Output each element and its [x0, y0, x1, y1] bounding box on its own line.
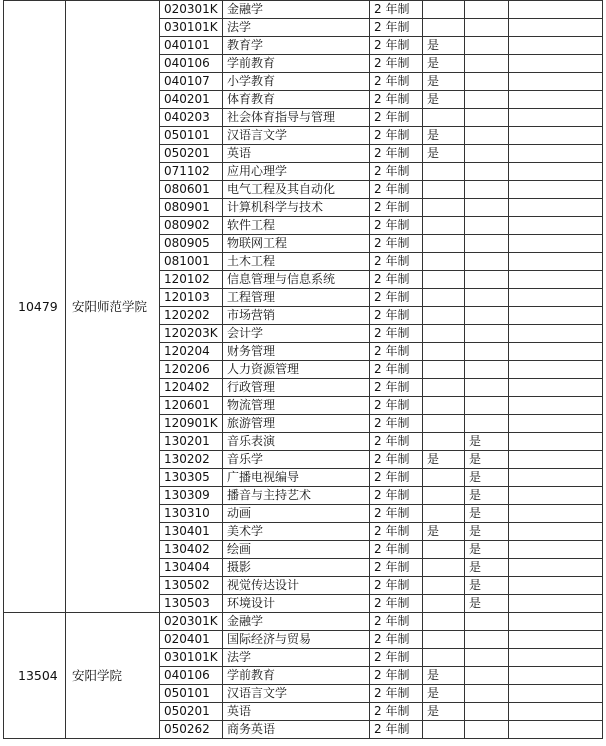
flag-cell-2 [465, 703, 509, 721]
flag-cell-2: 是 [465, 451, 509, 469]
program-length: 2 年制 [370, 721, 423, 739]
empty-cell [509, 685, 603, 703]
flag-cell-1 [423, 217, 465, 235]
empty-cell [509, 595, 603, 613]
program-length: 2 年制 [370, 613, 423, 631]
empty-cell [509, 145, 603, 163]
major-code: 130402 [160, 541, 223, 559]
empty-cell [509, 487, 603, 505]
flag-cell-2 [465, 613, 509, 631]
major-name: 物流管理 [223, 397, 370, 415]
major-name: 人力资源管理 [223, 361, 370, 379]
flag-cell-1 [423, 1, 465, 19]
flag-cell-1 [423, 649, 465, 667]
program-length: 2 年制 [370, 379, 423, 397]
major-name: 电气工程及其自动化 [223, 181, 370, 199]
empty-cell [509, 19, 603, 37]
major-name: 学前教育 [223, 55, 370, 73]
program-length: 2 年制 [370, 505, 423, 523]
flag-cell-2 [465, 37, 509, 55]
empty-cell [509, 451, 603, 469]
program-length: 2 年制 [370, 649, 423, 667]
major-code: 120402 [160, 379, 223, 397]
major-code: 040201 [160, 91, 223, 109]
program-length: 2 年制 [370, 109, 423, 127]
program-length: 2 年制 [370, 73, 423, 91]
major-code: 120901K [160, 415, 223, 433]
flag-cell-2 [465, 343, 509, 361]
flag-cell-2 [465, 271, 509, 289]
flag-cell-1 [423, 19, 465, 37]
flag-cell-1 [423, 109, 465, 127]
program-length: 2 年制 [370, 55, 423, 73]
flag-cell-2 [465, 685, 509, 703]
major-name: 法学 [223, 649, 370, 667]
major-code: 040106 [160, 55, 223, 73]
major-name: 行政管理 [223, 379, 370, 397]
flag-cell-1 [423, 397, 465, 415]
flag-cell-2 [465, 307, 509, 325]
program-length: 2 年制 [370, 451, 423, 469]
major-name: 金融学 [223, 1, 370, 19]
major-code: 020401 [160, 631, 223, 649]
flag-cell-1: 是 [423, 523, 465, 541]
major-name: 汉语言文学 [223, 127, 370, 145]
empty-cell [509, 127, 603, 145]
flag-cell-1 [423, 307, 465, 325]
major-name: 财务管理 [223, 343, 370, 361]
flag-cell-2 [465, 199, 509, 217]
program-length: 2 年制 [370, 199, 423, 217]
flag-cell-1: 是 [423, 451, 465, 469]
empty-cell [509, 91, 603, 109]
flag-cell-1 [423, 181, 465, 199]
empty-cell [509, 181, 603, 199]
flag-cell-2 [465, 631, 509, 649]
major-name: 商务英语 [223, 721, 370, 739]
program-length: 2 年制 [370, 361, 423, 379]
major-code: 081001 [160, 253, 223, 271]
major-code: 130503 [160, 595, 223, 613]
flag-cell-1 [423, 469, 465, 487]
empty-cell [509, 253, 603, 271]
major-code: 130309 [160, 487, 223, 505]
flag-cell-2 [465, 181, 509, 199]
major-code: 130401 [160, 523, 223, 541]
program-length: 2 年制 [370, 289, 423, 307]
major-name: 应用心理学 [223, 163, 370, 181]
flag-cell-2 [465, 721, 509, 739]
flag-cell-2 [465, 361, 509, 379]
major-code: 120103 [160, 289, 223, 307]
program-length: 2 年制 [370, 181, 423, 199]
flag-cell-2 [465, 397, 509, 415]
program-length: 2 年制 [370, 523, 423, 541]
flag-cell-1 [423, 721, 465, 739]
program-length: 2 年制 [370, 19, 423, 37]
flag-cell-1 [423, 253, 465, 271]
major-code: 130404 [160, 559, 223, 577]
major-code: 040106 [160, 667, 223, 685]
major-code: 040203 [160, 109, 223, 127]
program-length: 2 年制 [370, 541, 423, 559]
flag-cell-1 [423, 235, 465, 253]
table-row [4, 613, 603, 631]
flag-cell-1 [423, 433, 465, 451]
empty-cell [509, 649, 603, 667]
flag-cell-1: 是 [423, 73, 465, 91]
empty-cell [509, 163, 603, 181]
flag-cell-1 [423, 361, 465, 379]
program-length: 2 年制 [370, 469, 423, 487]
flag-cell-2 [465, 379, 509, 397]
flag-cell-1 [423, 631, 465, 649]
program-length: 2 年制 [370, 307, 423, 325]
major-name: 教育学 [223, 37, 370, 55]
major-name: 英语 [223, 703, 370, 721]
flag-cell-1 [423, 343, 465, 361]
major-code: 130305 [160, 469, 223, 487]
flag-cell-2 [465, 649, 509, 667]
major-code: 050101 [160, 127, 223, 145]
major-code: 120203K [160, 325, 223, 343]
flag-cell-1 [423, 271, 465, 289]
major-name: 法学 [223, 19, 370, 37]
program-length: 2 年制 [370, 559, 423, 577]
empty-cell [509, 469, 603, 487]
flag-cell-1 [423, 415, 465, 433]
major-name: 汉语言文学 [223, 685, 370, 703]
major-name: 市场营销 [223, 307, 370, 325]
empty-cell [509, 415, 603, 433]
program-length: 2 年制 [370, 595, 423, 613]
school-code: 10479 [4, 1, 66, 613]
program-length: 2 年制 [370, 217, 423, 235]
flag-cell-1 [423, 505, 465, 523]
flag-cell-1: 是 [423, 91, 465, 109]
major-name: 体育教育 [223, 91, 370, 109]
major-code: 120601 [160, 397, 223, 415]
program-length: 2 年制 [370, 145, 423, 163]
major-name: 摄影 [223, 559, 370, 577]
major-name: 播音与主持艺术 [223, 487, 370, 505]
flag-cell-2: 是 [465, 469, 509, 487]
major-name: 动画 [223, 505, 370, 523]
major-code: 130201 [160, 433, 223, 451]
program-length: 2 年制 [370, 631, 423, 649]
major-code: 120202 [160, 307, 223, 325]
flag-cell-1 [423, 487, 465, 505]
major-name: 视觉传达设计 [223, 577, 370, 595]
empty-cell [509, 109, 603, 127]
major-code: 130502 [160, 577, 223, 595]
program-length: 2 年制 [370, 415, 423, 433]
empty-cell [509, 55, 603, 73]
major-name: 计算机科学与技术 [223, 199, 370, 217]
flag-cell-1: 是 [423, 685, 465, 703]
major-code: 020301K [160, 1, 223, 19]
school-code: 13504 [4, 613, 66, 739]
empty-cell [509, 73, 603, 91]
flag-cell-2: 是 [465, 487, 509, 505]
major-code: 080905 [160, 235, 223, 253]
major-name: 小学教育 [223, 73, 370, 91]
empty-cell [509, 397, 603, 415]
flag-cell-1: 是 [423, 145, 465, 163]
flag-cell-2 [465, 91, 509, 109]
flag-cell-1 [423, 559, 465, 577]
flag-cell-1: 是 [423, 55, 465, 73]
empty-cell [509, 289, 603, 307]
major-name: 会计学 [223, 325, 370, 343]
empty-cell [509, 721, 603, 739]
flag-cell-2: 是 [465, 577, 509, 595]
empty-cell [509, 361, 603, 379]
flag-cell-1 [423, 325, 465, 343]
empty-cell [509, 577, 603, 595]
major-name: 广播电视编导 [223, 469, 370, 487]
major-code: 030101K [160, 19, 223, 37]
empty-cell [509, 433, 603, 451]
majors-table [3, 0, 603, 739]
flag-cell-2 [465, 253, 509, 271]
flag-cell-2 [465, 325, 509, 343]
table-row [4, 1, 603, 19]
flag-cell-2 [465, 55, 509, 73]
program-length: 2 年制 [370, 577, 423, 595]
major-name: 音乐表演 [223, 433, 370, 451]
major-name: 学前教育 [223, 667, 370, 685]
major-code: 050201 [160, 703, 223, 721]
flag-cell-1 [423, 163, 465, 181]
major-code: 030101K [160, 649, 223, 667]
program-length: 2 年制 [370, 1, 423, 19]
major-code: 020301K [160, 613, 223, 631]
program-length: 2 年制 [370, 487, 423, 505]
major-name: 音乐学 [223, 451, 370, 469]
major-code: 050201 [160, 145, 223, 163]
empty-cell [509, 343, 603, 361]
flag-cell-2 [465, 415, 509, 433]
program-length: 2 年制 [370, 685, 423, 703]
flag-cell-2 [465, 73, 509, 91]
program-length: 2 年制 [370, 667, 423, 685]
empty-cell [509, 379, 603, 397]
major-code: 120206 [160, 361, 223, 379]
flag-cell-2 [465, 145, 509, 163]
flag-cell-1 [423, 595, 465, 613]
major-name: 英语 [223, 145, 370, 163]
major-name: 信息管理与信息系统 [223, 271, 370, 289]
major-name: 社会体育指导与管理 [223, 109, 370, 127]
flag-cell-1: 是 [423, 703, 465, 721]
major-code: 080901 [160, 199, 223, 217]
flag-cell-2 [465, 127, 509, 145]
major-name: 美术学 [223, 523, 370, 541]
program-length: 2 年制 [370, 271, 423, 289]
major-code: 040107 [160, 73, 223, 91]
flag-cell-1 [423, 577, 465, 595]
program-length: 2 年制 [370, 703, 423, 721]
program-length: 2 年制 [370, 433, 423, 451]
empty-cell [509, 217, 603, 235]
major-code: 120102 [160, 271, 223, 289]
program-length: 2 年制 [370, 127, 423, 145]
major-code: 080902 [160, 217, 223, 235]
table-body [4, 1, 603, 739]
flag-cell-1: 是 [423, 127, 465, 145]
empty-cell [509, 505, 603, 523]
flag-cell-2 [465, 289, 509, 307]
flag-cell-2 [465, 235, 509, 253]
flag-cell-1 [423, 199, 465, 217]
empty-cell [509, 703, 603, 721]
empty-cell [509, 37, 603, 55]
flag-cell-2 [465, 109, 509, 127]
major-name: 软件工程 [223, 217, 370, 235]
flag-cell-2: 是 [465, 505, 509, 523]
major-code: 130310 [160, 505, 223, 523]
empty-cell [509, 199, 603, 217]
empty-cell [509, 235, 603, 253]
empty-cell [509, 1, 603, 19]
flag-cell-1 [423, 541, 465, 559]
major-code: 050262 [160, 721, 223, 739]
program-length: 2 年制 [370, 343, 423, 361]
major-name: 土木工程 [223, 253, 370, 271]
flag-cell-2 [465, 163, 509, 181]
major-code: 120204 [160, 343, 223, 361]
empty-cell [509, 271, 603, 289]
program-length: 2 年制 [370, 253, 423, 271]
flag-cell-2 [465, 19, 509, 37]
flag-cell-2 [465, 217, 509, 235]
major-name: 绘画 [223, 541, 370, 559]
flag-cell-2: 是 [465, 541, 509, 559]
program-length: 2 年制 [370, 91, 423, 109]
empty-cell [509, 631, 603, 649]
empty-cell [509, 613, 603, 631]
empty-cell [509, 325, 603, 343]
major-code: 040101 [160, 37, 223, 55]
empty-cell [509, 307, 603, 325]
flag-cell-1 [423, 379, 465, 397]
school-name: 安阳学院 [66, 613, 160, 739]
major-code: 050101 [160, 685, 223, 703]
flag-cell-2 [465, 1, 509, 19]
empty-cell [509, 541, 603, 559]
major-code: 080601 [160, 181, 223, 199]
flag-cell-1 [423, 613, 465, 631]
flag-cell-1: 是 [423, 667, 465, 685]
flag-cell-1: 是 [423, 37, 465, 55]
flag-cell-1 [423, 289, 465, 307]
flag-cell-2: 是 [465, 433, 509, 451]
program-length: 2 年制 [370, 397, 423, 415]
program-length: 2 年制 [370, 235, 423, 253]
program-length: 2 年制 [370, 325, 423, 343]
program-length: 2 年制 [370, 163, 423, 181]
major-name: 工程管理 [223, 289, 370, 307]
flag-cell-2: 是 [465, 559, 509, 577]
empty-cell [509, 523, 603, 541]
major-name: 环境设计 [223, 595, 370, 613]
program-length: 2 年制 [370, 37, 423, 55]
empty-cell [509, 667, 603, 685]
major-name: 金融学 [223, 613, 370, 631]
flag-cell-2 [465, 667, 509, 685]
empty-cell [509, 559, 603, 577]
flag-cell-2: 是 [465, 595, 509, 613]
major-name: 旅游管理 [223, 415, 370, 433]
major-name: 物联网工程 [223, 235, 370, 253]
major-code: 130202 [160, 451, 223, 469]
major-name: 国际经济与贸易 [223, 631, 370, 649]
school-name: 安阳师范学院 [66, 1, 160, 613]
major-code: 071102 [160, 163, 223, 181]
flag-cell-2: 是 [465, 523, 509, 541]
